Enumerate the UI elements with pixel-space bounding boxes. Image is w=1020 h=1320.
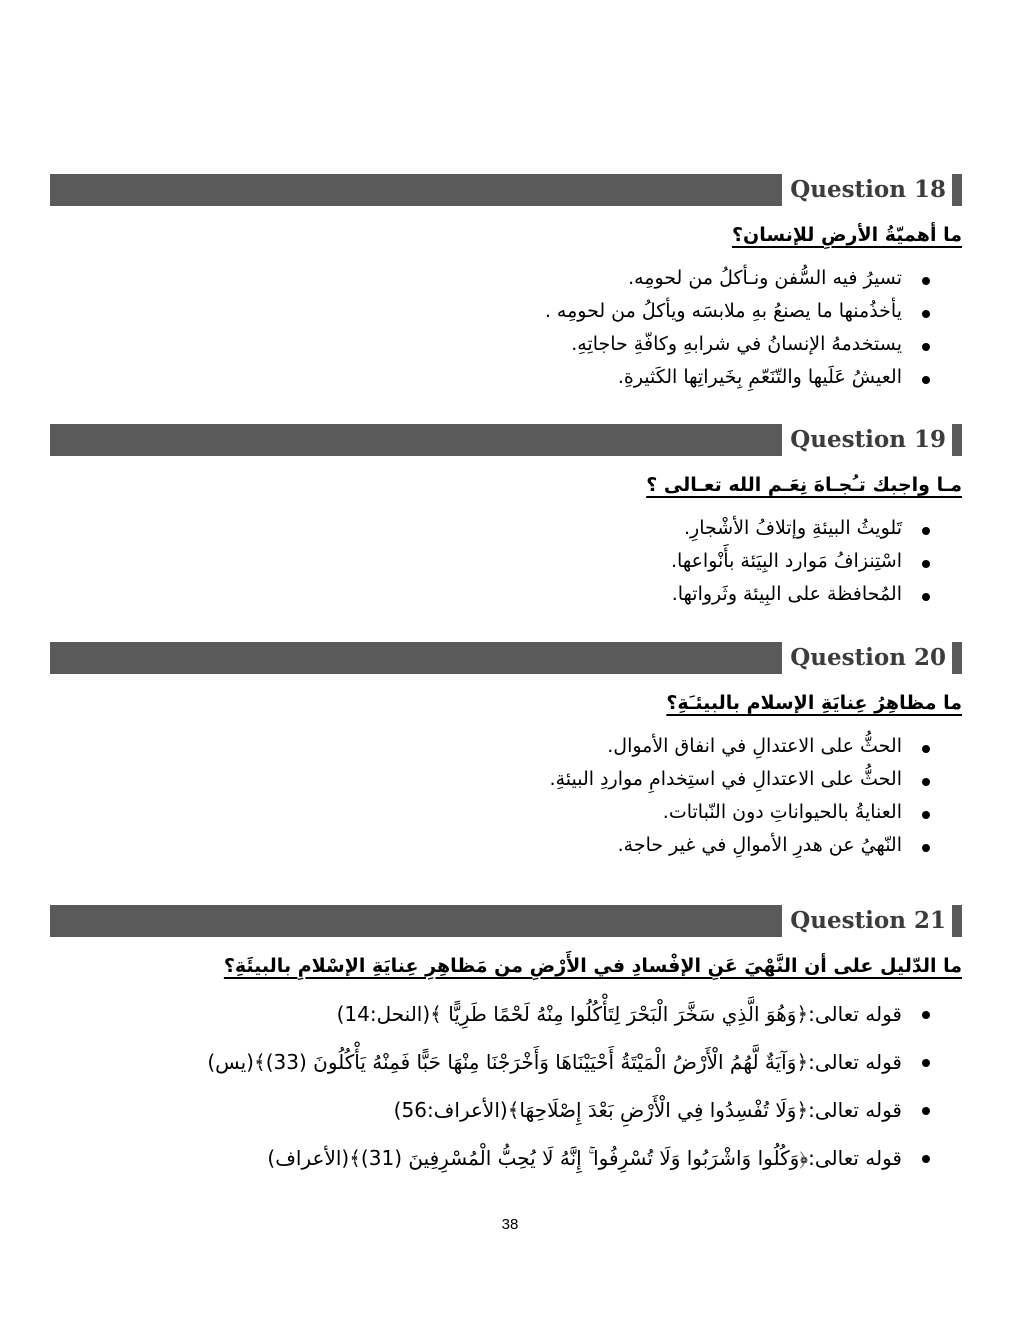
question-19-section xyxy=(50,424,962,611)
answer-item: تسيرُ فيه السُّفن ونـأكلُ من لحومِه. xyxy=(50,262,962,295)
answer-item: يستخدمهُ الإنسانُ في شرابهِ وكافّةِ حاجاتِهِ. xyxy=(50,328,962,361)
answer-item: العيشُ عَلَيها والتّنَعّمِ بِخَيراتِها الكَثيرةِ. xyxy=(50,361,962,394)
answer-list xyxy=(50,512,962,611)
question-21-section xyxy=(50,905,962,1185)
question-prompt: مـا واجبك تـُجـاهَ نِعَـم الله تعـالى ؟ xyxy=(646,474,962,496)
answer-item: النّهيُ عن هدرِ الأموالِ في غير حاجة. xyxy=(50,829,962,862)
answer-item: العنايةُ بالحيواناتِ دون النّباتات. xyxy=(50,796,962,829)
question-header-bar xyxy=(50,174,962,206)
question-label: Question 19 xyxy=(782,424,952,456)
question-header-bar xyxy=(50,642,962,674)
question-header-bar xyxy=(50,905,962,937)
page-number: 38 xyxy=(501,1216,519,1233)
question-label: Question 18 xyxy=(782,174,952,206)
answer-item: قوله تعالى:﴿وَهُوَ الَّذِي سَخَّرَ الْبَحْرَ لِتَأْكُلُوا مِنْهُ لَحْمًا طَرِيًّا ﴾(النحل:14) xyxy=(50,993,962,1041)
answer-list xyxy=(50,730,962,862)
question-prompt: ما أهميّةُ الأرضِ للإنسان؟ xyxy=(731,224,962,246)
answer-item: الحثُّ على الاعتدالِ في استِخدامِ مواردِ البيئةِ. xyxy=(50,763,962,796)
answer-item: المُحافظة على البِيئة وثَرواتها. xyxy=(50,578,962,611)
answer-item: اسْتِنزافُ مَوارد البِيَئة بأَنْواعها. xyxy=(50,545,962,578)
question-header-bar xyxy=(50,424,962,456)
question-prompt: ما مظاهِرُ عِنايَةِ الإسلام بالبيئـَةِ؟ xyxy=(666,692,962,714)
question-label: Question 20 xyxy=(782,642,952,674)
question-20-section xyxy=(50,642,962,862)
answer-list xyxy=(50,262,962,394)
answer-item: قوله تعالى:﴿وَكُلُوا وَاشْرَبُوا وَلَا تُسْرِفُوا ۚ إِنَّهُ لَا يُحِبُّ الْمُسْرِفِينَ (31)﴾(الأعراف) xyxy=(50,1137,962,1185)
answer-item: يأخذُمنها ما يصنعُ بهِ ملابسَه ويأكلُ من لحومِه . xyxy=(50,295,962,328)
question-label: Question 21 xyxy=(782,905,952,937)
answer-list xyxy=(50,993,962,1185)
answer-item: تَلويثُ البيئةِ وإتلافُ الأشْجارِ. xyxy=(50,512,962,545)
answer-item: قوله تعالى:﴿وَلَا تُفْسِدُوا فِي الْأَرْضِ بَعْدَ إِصْلَاحِهَا﴾(الأعراف:56) xyxy=(50,1089,962,1137)
answer-item: الحثُّ على الاعتدالِ في انفاق الأموال. xyxy=(50,730,962,763)
answer-item: قوله تعالى:﴿وَآيَةٌ لَّهُمُ الْأَرْضُ الْمَيْتَةُ أَحْيَيْنَاهَا وَأَخْرَجْنَا مِنْهَا حَبًّا فَمِنْهُ يَأْكُلُونَ (33)﴾(يس) xyxy=(50,1041,962,1089)
question-18-section xyxy=(50,174,962,394)
question-prompt: ما الدّليل على أن النَّهْيَ عَنِ الإفْسادِ في الأَرْضِ من مَظاهِرِ عِنايَةِ الإسْلامِ بالبيئَةِ؟ xyxy=(223,955,962,977)
